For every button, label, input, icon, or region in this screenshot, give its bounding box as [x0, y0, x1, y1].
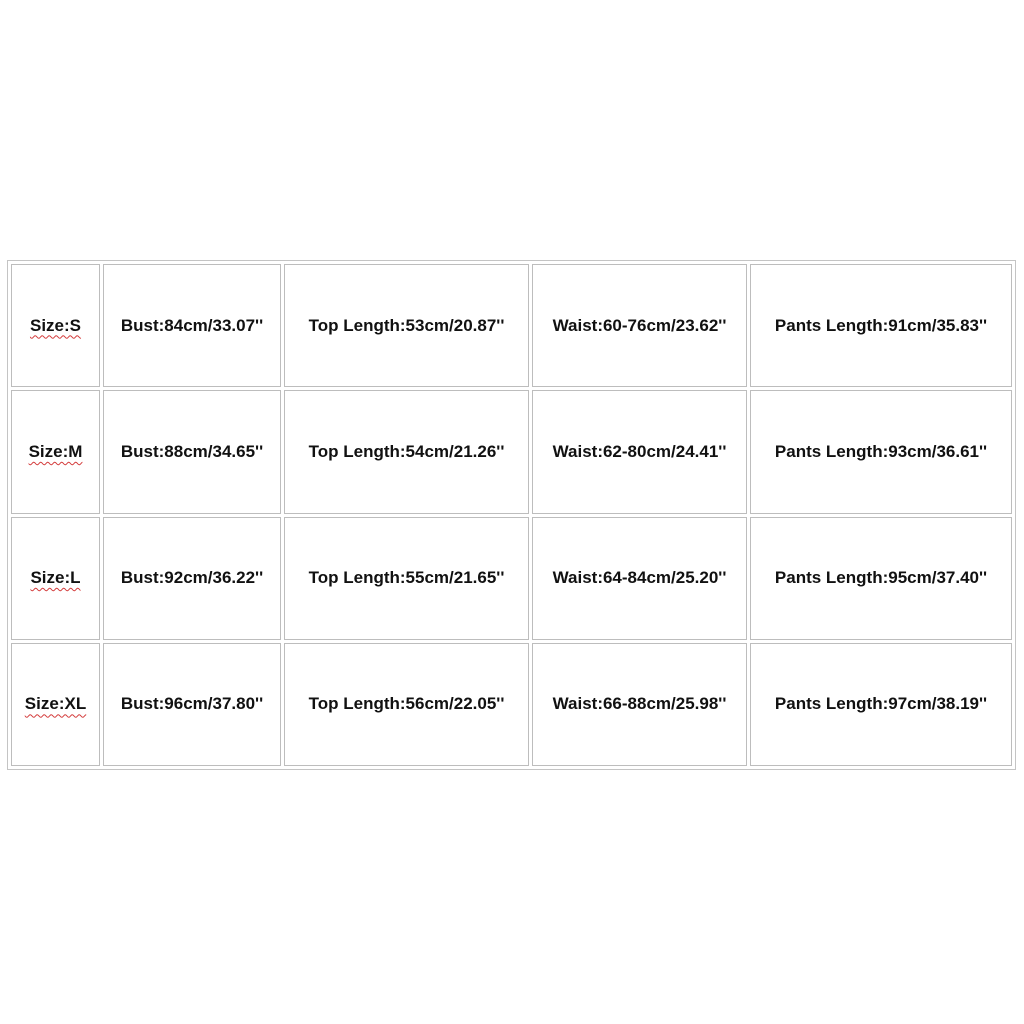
pants-length-cell: Pants Length:91cm/35.83'' [750, 264, 1012, 387]
pants-length-cell: Pants Length:93cm/36.61'' [750, 390, 1012, 513]
waist-cell: Waist:60-76cm/23.62'' [532, 264, 747, 387]
bust-cell: Bust:92cm/36.22'' [103, 517, 281, 640]
table-row [11, 264, 1012, 387]
size-label: Size:M [28, 441, 83, 461]
size-cell [11, 390, 100, 513]
bust-cell: Bust:96cm/37.80'' [103, 643, 281, 766]
top-length-cell: Top Length:56cm/22.05'' [284, 643, 529, 766]
size-label: Size:S [29, 315, 82, 335]
top-length-cell: Top Length:54cm/21.26'' [284, 390, 529, 513]
size-chart-table [7, 260, 1016, 770]
table-row [11, 643, 1012, 766]
top-length-cell: Top Length:53cm/20.87'' [284, 264, 529, 387]
size-label: Size:XL [24, 694, 87, 714]
table-row [11, 390, 1012, 513]
pants-length-cell: Pants Length:97cm/38.19'' [750, 643, 1012, 766]
bust-cell: Bust:84cm/33.07'' [103, 264, 281, 387]
table-row [11, 517, 1012, 640]
pants-length-cell: Pants Length:95cm/37.40'' [750, 517, 1012, 640]
waist-cell: Waist:64-84cm/25.20'' [532, 517, 747, 640]
waist-cell: Waist:62-80cm/24.41'' [532, 390, 747, 513]
size-cell [11, 264, 100, 387]
size-cell [11, 643, 100, 766]
waist-cell: Waist:66-88cm/25.98'' [532, 643, 747, 766]
size-cell [11, 517, 100, 640]
bust-cell: Bust:88cm/34.65'' [103, 390, 281, 513]
size-label: Size:L [30, 568, 81, 588]
top-length-cell: Top Length:55cm/21.65'' [284, 517, 529, 640]
